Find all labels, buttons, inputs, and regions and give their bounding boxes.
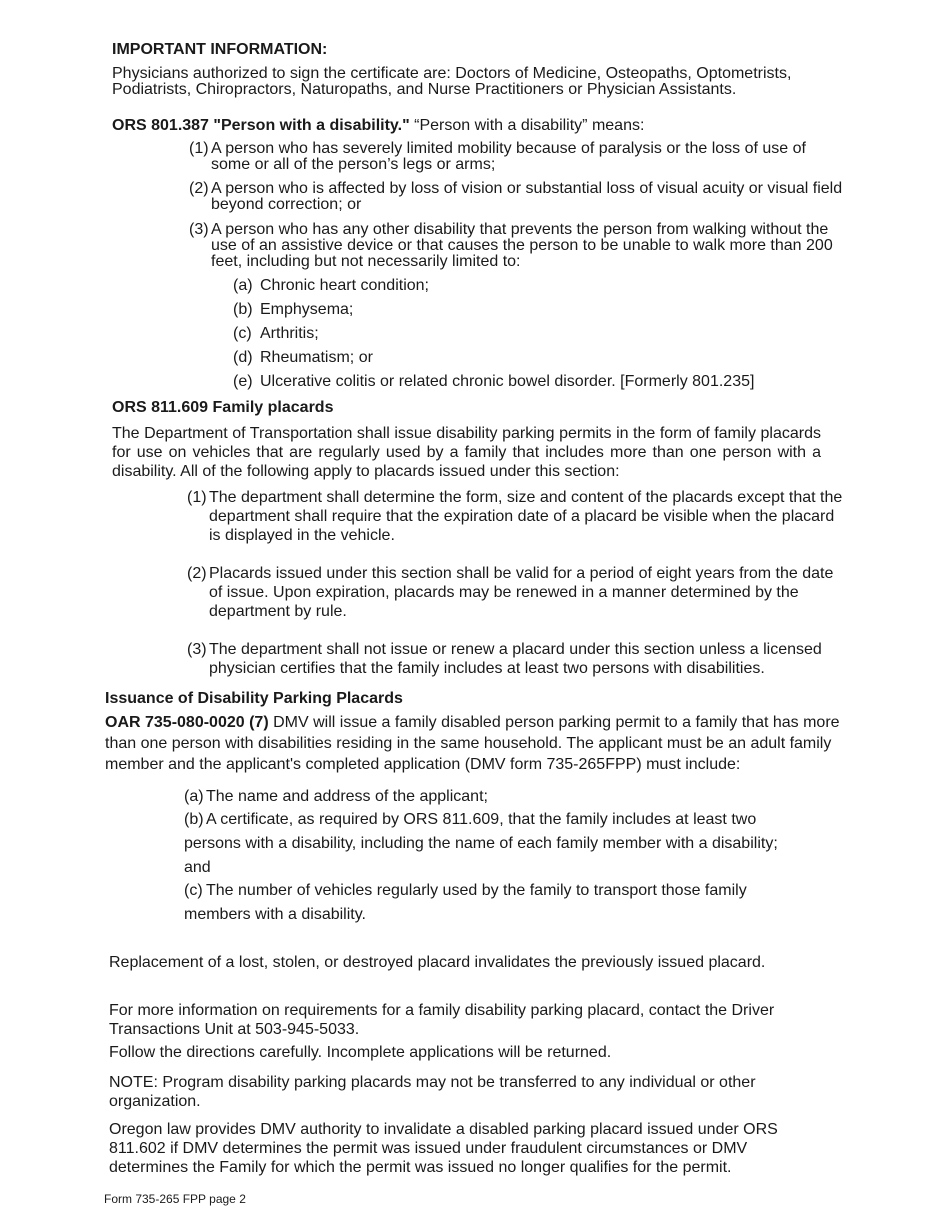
item-text: The department shall not issue or renew a placard under this section unless a licensed physician certifies that the family includes at least two persons with disabilities. <box>209 641 822 677</box>
ors801-subitem-e <box>233 374 833 390</box>
item-letter: (e) <box>233 373 253 390</box>
item-letter: (b) <box>184 811 204 828</box>
item-text: A person who has severely limited mobility because of paralysis or the loss of use of some or all of the person’s legs or arms; <box>211 140 806 173</box>
item-number: (3) <box>189 221 209 238</box>
ors801-line <box>112 118 852 134</box>
ors811-intro: The Department of Transportation shall issue disability parking permits in the form of family placards for use on vehicles that are regularly used by a family that includes more than one person with a disability. All of the following apply to placards issued under this section: <box>112 425 821 480</box>
replacement-text: Replacement of a lost, stolen, or destroyed placard invalidates the previously issued placard. <box>109 954 766 971</box>
ors801-item-2 <box>189 181 844 213</box>
item-letter: (d) <box>233 349 253 366</box>
ors801-subitem-c <box>233 326 833 342</box>
item-text: Ulcerative colitis or related chronic bowel disorder. [Formerly 801.235] <box>260 373 755 390</box>
item-number: (1) <box>189 140 209 157</box>
ors811-heading: ORS 811.609 Family placards <box>112 399 334 416</box>
ors811-item-3 <box>187 640 847 678</box>
item-text: Rheumatism; or <box>260 349 373 366</box>
item-letter: (c) <box>184 882 203 899</box>
issuance-paragraph <box>105 712 850 775</box>
item-text: Emphysema; <box>260 301 354 318</box>
issuance-text: DMV will issue a family disabled person parking permit to a family that has more than one person with disabilities residing in the same household. The applicant must be an adult family member and the applicant's completed application (DMV form 735-265FPP) must include: <box>105 714 840 773</box>
item-number: (1) <box>187 489 207 506</box>
item-number: (3) <box>187 641 207 658</box>
ors801-subitem-b <box>233 302 833 318</box>
item-text: Chronic heart condition; <box>260 277 429 294</box>
ors801-item-1 <box>189 141 844 173</box>
item-letter: (a) <box>233 277 253 294</box>
form-footer: Form 735-265 FPP page 2 <box>104 1192 246 1206</box>
ors801-heading: ORS 801.387 "Person with a disability." <box>112 117 410 134</box>
oregon-law-text: Oregon law provides DMV authority to invalidate a disabled parking placard issued under ORS 811.602 if DMV determines the permit was issued under fraudulent circumstances or DMV determines the Family for which the permit was issued no longer qualifies for the permit. <box>109 1121 778 1176</box>
ors801-subitem-a <box>233 278 833 294</box>
important-text: Physicians authorized to sign the certificate are: Doctors of Medicine, Osteopaths, Optometrists, Podiatrists, Chiropractors, Naturopaths, and Nurse Practitioners or Physician Assistants. <box>112 65 792 98</box>
ors801-item-3 <box>189 222 844 270</box>
note-text: NOTE: Program disability parking placards may not be transferred to any individual or other organization. <box>109 1074 756 1110</box>
item-text: The number of vehicles regularly used by the family to transport those family members with a disability. <box>184 882 747 923</box>
issuance-item-b <box>184 808 784 880</box>
item-text: Placards issued under this section shall be valid for a period of eight years from the date of issue. Upon expiration, placards may be renewed in a manner determined by the department by rule. <box>209 565 834 620</box>
issuance-item-c <box>184 879 784 927</box>
ors801-subitem-d <box>233 350 833 366</box>
issuance-heading: Issuance of Disability Parking Placards <box>105 690 403 707</box>
item-text: A person who has any other disability that prevents the person from walking without the use of an assistive device or that causes the person to be unable to walk more than 200 feet, including but not necessarily limited to: <box>211 221 833 270</box>
ors801-intro: “Person with a disability” means: <box>414 117 645 134</box>
item-number: (2) <box>189 180 209 197</box>
item-number: (2) <box>187 565 207 582</box>
item-text: A person who is affected by loss of vision or substantial loss of visual acuity or visual field beyond correction; or <box>211 180 843 213</box>
item-text: A certificate, as required by ORS 811.609, that the family includes at least two persons with a disability, including the name of each family member with a disability; and <box>184 811 778 876</box>
oar-rule: OAR 735-080-0020 (7) <box>105 714 269 731</box>
item-text: Arthritis; <box>260 325 319 342</box>
item-letter: (c) <box>233 325 252 342</box>
more-info-text: For more information on requirements for a family disability parking placard, contact the Driver Transactions Unit at 503-945-5033. <box>109 1002 775 1038</box>
ors811-item-1 <box>187 488 847 545</box>
item-letter: (b) <box>233 301 253 318</box>
issuance-item-a <box>184 785 784 809</box>
item-text: The department shall determine the form, size and content of the placards except that the department shall require that the expiration date of a placard be visible when the placard is displayed in the vehicle. <box>209 489 843 544</box>
follow-directions-text: Follow the directions carefully. Incomplete applications will be returned. <box>109 1044 612 1061</box>
ors811-item-2 <box>187 564 847 621</box>
item-letter: (a) <box>184 788 204 805</box>
item-text: The name and address of the applicant; <box>206 788 488 805</box>
important-heading: IMPORTANT INFORMATION: <box>112 41 328 58</box>
